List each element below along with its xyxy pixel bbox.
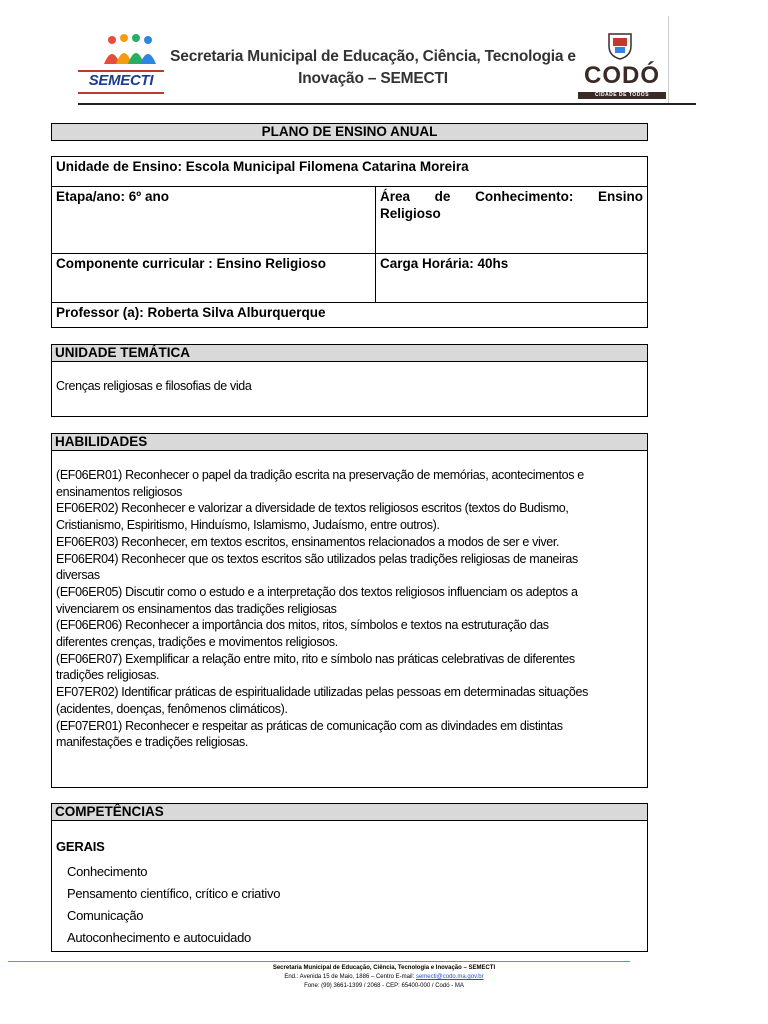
habilidades-body [51,451,648,788]
habilidade-line: (EF07ER01) Reconhecer e respeitar as práticas de comunicação com as divindades em distintas [56,718,563,733]
competencias-items [56,861,280,949]
codo-tagline: CIDADE DE TODOS [578,92,666,99]
habilidade-line: ensinamentos religiosos [56,484,183,499]
habilidades-heading: HABILIDADES [51,433,648,451]
competencias-body [51,821,648,952]
footer-email-link[interactable]: semecti@codo.ma.gov.br [415,974,484,980]
habilidade-line: EF06ER03) Reconhecer, em textos escritos, ensinamentos relacionados a modos de ser e viver. [56,534,560,549]
competencia-item: Pensamento científico, crítico e criativo [67,885,281,901]
unidade-ensino: Unidade de Ensino: Escola Municipal Filomena Catarina Moreira [56,159,469,174]
header-title-line2: Inovação – SEMECTI [298,70,448,87]
footer-address: End.: Avenida 15 de Maio, 1886 – Centro E-mail: [284,974,416,980]
habilidade-line: EF07ER02) Identificar práticas de espiritualidade utilizadas pelas pessoas em determinadas situações [56,685,588,700]
semecti-wordmark: SEMECTI [78,70,164,94]
competencia-item: Comunicação [67,907,144,923]
etapa-ano: Etapa/ano: 6º ano [56,189,169,204]
footer-rule [8,961,630,962]
habilidade-line: EF06ER04) Reconhecer que os textos escritos são utilizados pelas tradições religiosas de maneiras [56,551,578,566]
info-table [51,156,648,328]
habilidade-line: (EF06ER06) Reconhecer a importância dos mitos, ritos, símbolos e textos na estruturação das [56,618,549,633]
habilidade-line: diferentes crenças, tradições e movimentos religiosos. [56,635,338,650]
codo-logo [574,30,670,108]
footer-line1: Secretaria Municipal de Educação, Ciência, Tecnologia e Inovação – SEMECTI [272,965,496,971]
habilidades-list [56,467,588,751]
people-figures-icon [100,34,160,68]
competencias-list [56,839,280,949]
footer-line3: Fone: (99) 3661-1399 / 2068 - CEP: 65400-000 / Codó - MA [304,983,464,989]
header-title-line1: Secretaria Municipal de Educação, Ciência, Tecnologia e [170,48,576,65]
competencias-subheading: GERAIS [56,839,105,854]
header-title [163,46,583,90]
habilidade-line: (EF06ER01) Reconhecer o papel da tradição escrita na preservação de memórias, acontecimentos e [56,468,584,482]
area-conhecimento: Área de Conhecimento: Ensino Religioso [380,189,643,221]
componente-curricular: Componente curricular : Ensino Religioso [56,256,327,271]
competencia-item: Conhecimento [67,863,148,879]
city-crest-icon [606,30,634,60]
professor: Professor (a): Roberta Silva Alburquerque [56,305,326,320]
habilidade-line: (EF06ER05) Discutir como o estudo e a interpretação dos textos religiosos influenciam os adeptos a [56,584,578,599]
habilidade-line: EF06ER02) Reconhecer e valorizar a diversidade de textos religiosos escritos (textos do Budismo, [56,501,569,516]
habilidade-line: vivenciarem os ensinamentos das tradições religiosas [56,601,337,616]
letterhead [78,16,670,104]
unidade-tematica-text: Crenças religiosas e filosofias de vida [56,379,252,393]
habilidade-line: Cristianismo, Espiritismo, Hinduísmo, Islamismo, Judaísmo, entre outros). [56,518,440,533]
competencias-heading: COMPETÊNCIAS [51,803,648,821]
habilidade-line: diversas [56,568,100,583]
habilidade-line: tradições religiosas. [56,668,160,683]
footer-line2 [200,973,568,982]
semecti-logo [78,34,158,106]
footer [200,964,568,991]
codo-wordmark: CODÓ [584,62,660,89]
area-conhecimento-line2: Religioso [380,206,441,221]
unidade-tematica-heading: UNIDADE TEMÁTICA [51,344,648,362]
habilidade-line: (acidentes, doenças, fenômenos climáticos). [56,701,288,716]
document-title: PLANO DE ENSINO ANUAL [51,123,648,141]
header-rule [78,103,696,105]
competencia-item: Autoconhecimento e autocuidado [67,929,251,945]
unidade-tematica-body [51,362,648,417]
header-divider [668,16,669,104]
habilidade-line: (EF06ER07) Exemplificar a relação entre mito, rito e símbolo nas práticas celebrativas de diferentes [56,651,575,666]
carga-horaria: Carga Horária: 40hs [380,256,509,271]
habilidade-line: manifestações e tradições religiosas. [56,735,249,750]
